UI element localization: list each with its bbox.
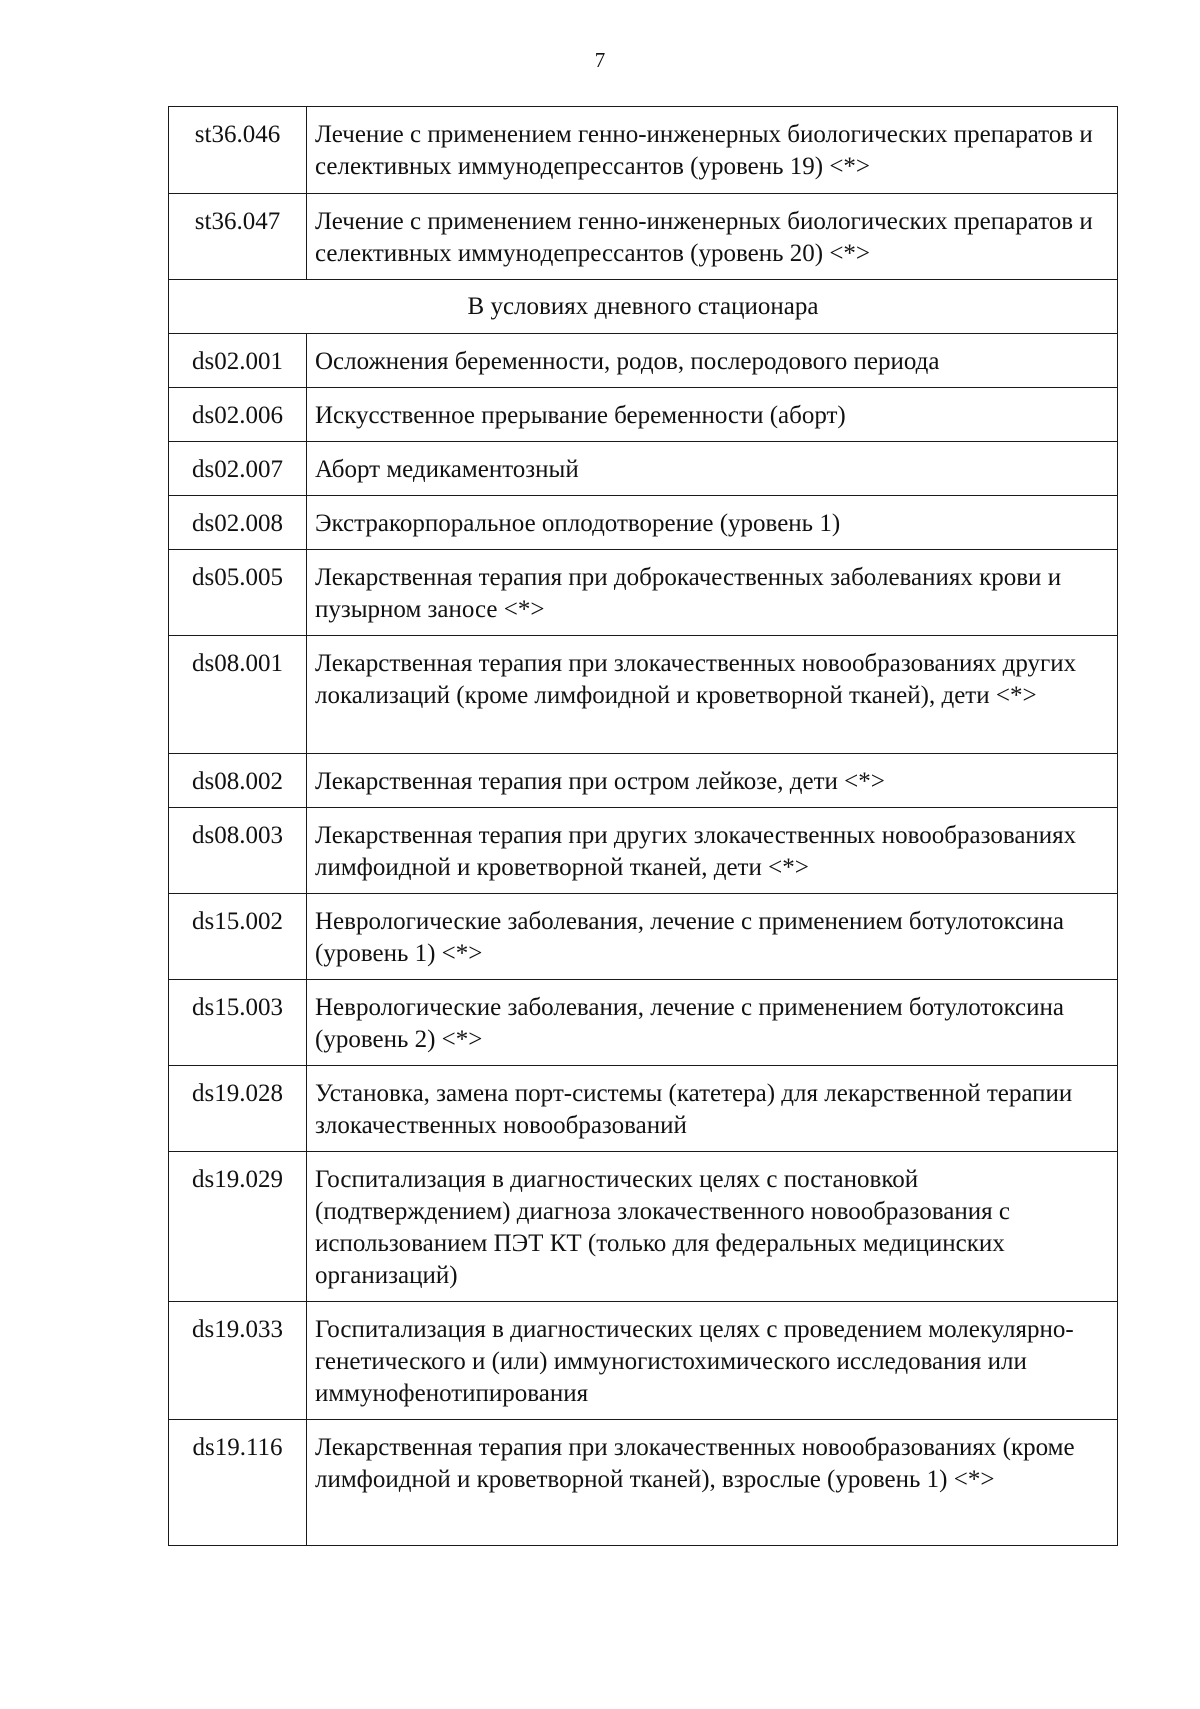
- table-row: [169, 442, 1118, 496]
- row-description: Лекарственная терапия при остром лейкозе, дети <*>: [307, 754, 1118, 808]
- table-row: [169, 1066, 1118, 1152]
- row-code: ds15.002: [169, 894, 307, 980]
- table-row: [169, 894, 1118, 980]
- table-row: [169, 194, 1118, 280]
- row-code: ds02.008: [169, 496, 307, 550]
- table-row: [169, 980, 1118, 1066]
- row-description: Госпитализация в диагностических целях с постановкой (подтверждением) диагноза злокачественного новообразования с использованием ПЭТ КТ (только для федеральных медицинских организаций): [307, 1152, 1118, 1302]
- row-description: Лекарственная терапия при злокачественных новообразованиях других локализаций (кроме лимфоидной и кроветворной тканей), дети <*>: [307, 636, 1118, 754]
- row-description: Аборт медикаментозный: [307, 442, 1118, 496]
- row-description: Лечение с применением генно-инженерных биологических препаратов и селективных иммунодепрессантов (уровень 19) <*>: [307, 107, 1118, 194]
- row-code: st36.047: [169, 194, 307, 280]
- row-description: Лекарственная терапия при других злокачественных новообразованиях лимфоидной и кроветворной тканей, дети <*>: [307, 808, 1118, 894]
- section-header-row: [169, 280, 1118, 334]
- row-description: Госпитализация в диагностических целях с проведением молекулярно-генетического и (или) иммуногистохимического исследования или иммунофенотипирования: [307, 1302, 1118, 1420]
- row-description: Осложнения беременности, родов, послеродового периода: [307, 334, 1118, 388]
- row-description: Лечение с применением генно-инженерных биологических препаратов и селективных иммунодепрессантов (уровень 20) <*>: [307, 194, 1118, 280]
- table-row: [169, 1302, 1118, 1420]
- table-row: [169, 808, 1118, 894]
- table-row: [169, 1152, 1118, 1302]
- row-description: Неврологические заболевания, лечение с применением ботулотоксина (уровень 2) <*>: [307, 980, 1118, 1066]
- row-code: ds19.029: [169, 1152, 307, 1302]
- row-code: ds02.007: [169, 442, 307, 496]
- page-number: 7: [594, 48, 606, 72]
- row-code: ds19.033: [169, 1302, 307, 1420]
- row-description: Установка, замена порт-системы (катетера) для лекарственной терапии злокачественных новообразований: [307, 1066, 1118, 1152]
- row-code: ds08.001: [169, 636, 307, 754]
- row-code: st36.046: [169, 107, 307, 194]
- table-row: [169, 496, 1118, 550]
- row-code: ds02.006: [169, 388, 307, 442]
- row-description: Экстракорпоральное оплодотворение (уровень 1): [307, 496, 1118, 550]
- row-code: ds19.028: [169, 1066, 307, 1152]
- tariff-table: [168, 106, 1118, 1546]
- table-row: [169, 754, 1118, 808]
- row-description: Лекарственная терапия при доброкачественных заболеваниях крови и пузырном заносе <*>: [307, 550, 1118, 636]
- row-description: Неврологические заболевания, лечение с применением ботулотоксина (уровень 1) <*>: [307, 894, 1118, 980]
- row-code: ds05.005: [169, 550, 307, 636]
- row-description: Искусственное прерывание беременности (аборт): [307, 388, 1118, 442]
- table-row: [169, 107, 1118, 194]
- row-code: ds19.116: [169, 1420, 307, 1546]
- section-title: В условиях дневного стационара: [169, 280, 1118, 334]
- row-code: ds08.002: [169, 754, 307, 808]
- row-code: ds02.001: [169, 334, 307, 388]
- row-code: ds08.003: [169, 808, 307, 894]
- table-row: [169, 388, 1118, 442]
- table-row: [169, 334, 1118, 388]
- table-row: [169, 636, 1118, 754]
- table-row: [169, 1420, 1118, 1546]
- row-description: Лекарственная терапия при злокачественных новообразованиях (кроме лимфоидной и кроветворной тканей), взрослые (уровень 1) <*>: [307, 1420, 1118, 1546]
- row-code: ds15.003: [169, 980, 307, 1066]
- table-row: [169, 550, 1118, 636]
